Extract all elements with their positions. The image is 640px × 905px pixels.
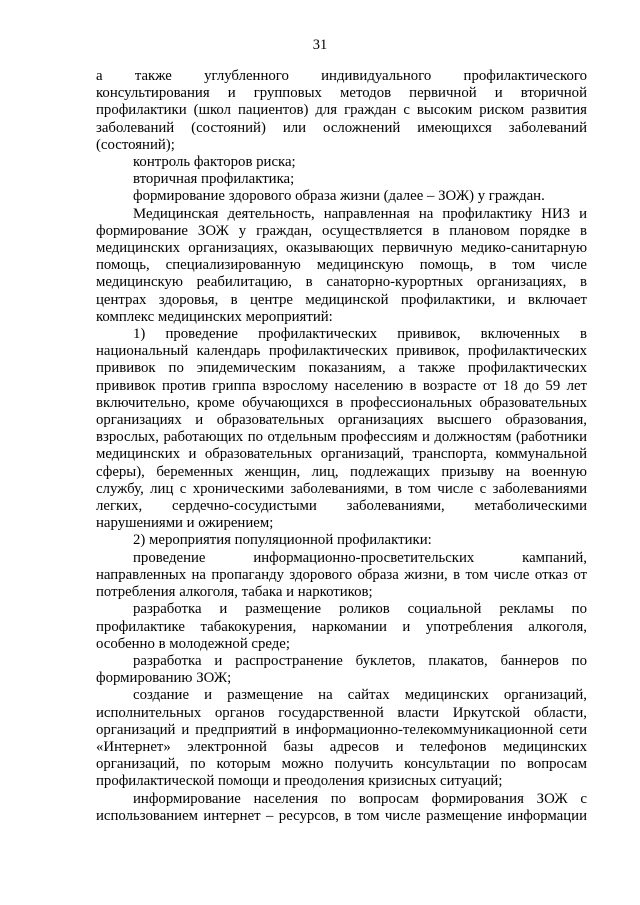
paragraph: [96, 550, 587, 602]
text-line: контроль факторов риска;: [133, 154, 296, 171]
paragraph: [96, 188, 587, 205]
text-line: консультирования и групповых методов первичной и вторичной: [96, 85, 587, 102]
text-line: заболеваний (состояний) или осложнений имеющихся заболеваний: [96, 119, 587, 136]
text-line: организациях и образовательных организациях высшего образования,: [96, 412, 587, 429]
paragraph: [96, 68, 587, 154]
text-line: разработка и размещение роликов социальной рекламы по: [133, 601, 587, 618]
text-line: создание и размещение на сайтах медицинских организаций,: [133, 687, 587, 704]
page-number: 31: [312, 37, 328, 53]
text-line: а также углубленного индивидуального профилактического: [96, 68, 587, 84]
text-line: использованием интернет – ресурсов, в том числе размещение информации: [96, 807, 587, 824]
text-line: формированию ЗОЖ;: [96, 670, 232, 687]
text-line: направленных на пропаганду здорового образа жизни, в том числе отказ от: [96, 566, 587, 583]
paragraph: [96, 601, 587, 653]
paragraph: [96, 687, 587, 790]
document-body: [96, 68, 587, 825]
text-line: 2) мероприятия популяционной профилактики:: [133, 532, 432, 549]
text-line: исполнительных органов государственной власти Иркутской области,: [96, 704, 587, 721]
paragraph: [96, 326, 587, 532]
text-line: профилактике табакокурения, наркомании и употребления алкоголя,: [96, 618, 587, 635]
paragraph: [96, 532, 587, 549]
paragraph: [96, 206, 587, 326]
paragraph: [96, 154, 587, 171]
text-line: 1) проведение профилактических прививок, включенных в: [133, 326, 587, 343]
text-line: комплекс медицинских мероприятий:: [96, 308, 333, 325]
text-line: взрослых, работающих по отдельным профессиям и должностям (работники: [96, 429, 587, 446]
text-line: сферы), беременных женщин, лиц, подлежащих призыву на военную: [96, 463, 587, 480]
text-line: центрах здоровья, в центре медицинской профилактики, и включает: [96, 291, 587, 308]
paragraph: [96, 791, 587, 825]
text-line: нарушениями и ожирением;: [96, 515, 274, 532]
text-line: медицинских организациях, оказывающих первичную медико-санитарную: [96, 240, 587, 257]
text-line: формирование здорового образа жизни (далее – ЗОЖ) у граждан.: [133, 188, 545, 205]
text-line: организаций и предприятий в информационно-телекоммуникационной сети: [96, 721, 587, 738]
text-line: службу, лиц с хроническими заболеваниями, в том числе с заболеваниями: [96, 480, 587, 497]
text-line: профилактики (школ пациентов) для граждан с высоким риском развития: [96, 102, 587, 119]
text-line: Медицинская деятельность, направленная на профилактику НИЗ и: [133, 205, 587, 222]
text-line: особенно в молодежной среде;: [96, 635, 290, 652]
text-line: легких, сердечно-сосудистыми заболеваниями, метаболическими: [96, 498, 587, 515]
text-line: организаций, по которым можно получить консультации по вопросам: [96, 756, 587, 773]
text-line: прививок по эпидемическим показаниям, а также профилактических: [96, 360, 587, 377]
text-line: проведение информационно-просветительских кампаний,: [133, 549, 587, 566]
text-line: медицинских и образовательных организаций, транспорта, коммунальной: [96, 446, 587, 463]
text-line: профилактической помощи и преодоления кризисных ситуаций;: [96, 773, 503, 790]
text-line: вторичная профилактика;: [133, 171, 295, 188]
paragraph: [96, 653, 587, 687]
text-line: формирование ЗОЖ у граждан, осуществляется в плановом порядке в: [96, 222, 587, 239]
text-line: информирование населения по вопросам формирования ЗОЖ с: [133, 790, 587, 807]
text-line: национальный календарь профилактических прививок, профилактических: [96, 343, 587, 360]
paragraph: [96, 171, 587, 188]
text-line: помощь, специализированную медицинскую помощь, в том числе: [96, 257, 587, 274]
text-line: (состояний);: [96, 136, 175, 153]
text-line: прививок против гриппа взрослому населению в возрасте от 18 до 59 лет: [96, 377, 587, 394]
text-line: медицинскую реабилитацию, в санаторно-курортных организациях, в: [96, 274, 587, 291]
text-line: «Интернет» электронной базы адресов и телефонов медицинских: [96, 738, 587, 755]
text-line: включительно, кроме обучающихся в профессиональных образовательных: [96, 394, 587, 411]
text-line: потребления алкоголя, табака и наркотиков;: [96, 584, 373, 601]
text-line: разработка и распространение буклетов, плакатов, баннеров по: [133, 652, 587, 669]
